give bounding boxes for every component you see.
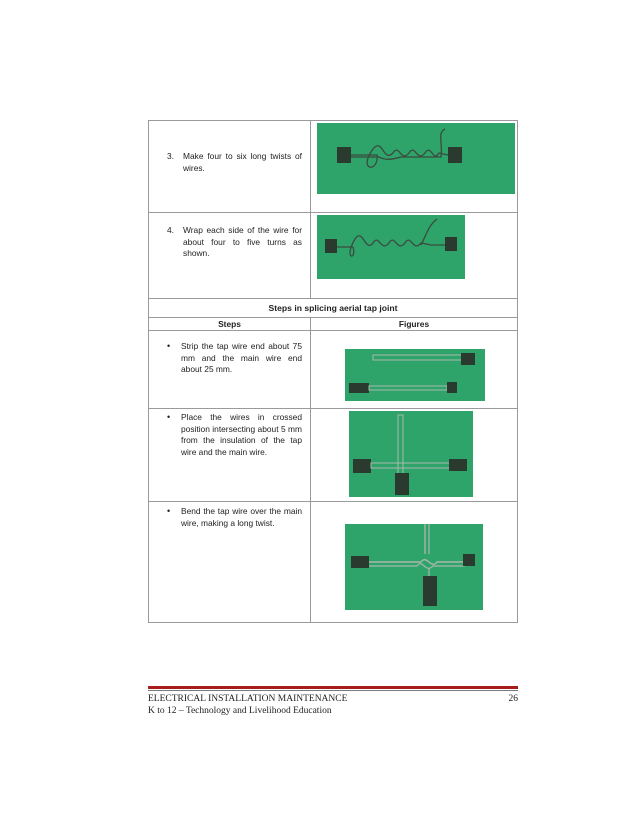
tap-wire-twist-figure-svg — [345, 524, 483, 610]
wrapped-wire-figure-svg — [317, 215, 465, 279]
figure-cell — [311, 331, 517, 408]
table-row — [149, 502, 517, 622]
step-number: 4. — [167, 225, 174, 235]
figure-cell — [311, 121, 517, 212]
step-text: Strip the tap wire end about 75 mm and the main wire end about 25 mm. — [181, 341, 302, 374]
figure-cell — [311, 213, 517, 298]
section-header-row — [149, 299, 517, 318]
step-cell — [149, 213, 311, 298]
stripped-wires-figure — [345, 349, 485, 401]
stripped-wires-figure-svg — [345, 349, 485, 401]
step-text: Wrap each side of the wire for about four to five turns as shown. — [183, 225, 302, 258]
tap-wire-twist-figure — [345, 524, 483, 610]
footer-subtitle: K to 12 – Technology and Livelihood Education — [148, 706, 332, 716]
steps-table — [148, 120, 518, 623]
step-cell — [149, 121, 311, 212]
footer-rule — [148, 686, 518, 689]
figure-cell — [311, 409, 517, 501]
step-cell — [149, 409, 311, 501]
figure-cell — [311, 502, 517, 622]
bullet-marker: • — [167, 341, 171, 351]
step-text: Place the wires in crossed position intersecting about 5 mm from the insulation of the tap wire and the main wire. — [181, 412, 302, 457]
footer-title: ELECTRICAL INSTALLATION MAINTENANCE — [148, 694, 348, 704]
figures-column-header: Figures — [398, 319, 430, 329]
footer-rule-thin — [148, 690, 518, 691]
step-cell — [149, 502, 311, 622]
bullet-marker: • — [167, 506, 171, 516]
page-number: 26 — [508, 694, 518, 704]
step-cell — [149, 331, 311, 408]
bullet-marker: • — [167, 412, 171, 422]
crossed-wires-figure-svg — [349, 411, 473, 497]
crossed-wires-figure — [349, 411, 473, 497]
section-title: Steps in splicing aerial tap joint — [268, 303, 398, 313]
western-union-twist-figure — [317, 123, 515, 194]
step-text: Bend the tap wire over the main wire, making a long twist. — [181, 506, 302, 528]
column-header-row — [149, 318, 517, 331]
twisted-wire-figure-svg — [317, 123, 515, 194]
table-row — [149, 409, 517, 502]
table-row — [149, 331, 517, 409]
wrapped-twist-figure — [317, 215, 465, 279]
table-row — [149, 121, 517, 213]
steps-column-header: Steps — [149, 318, 311, 330]
step-number: 3. — [167, 151, 174, 161]
step-text: Make four to six long twists of wires. — [183, 151, 302, 173]
table-row — [149, 213, 517, 299]
